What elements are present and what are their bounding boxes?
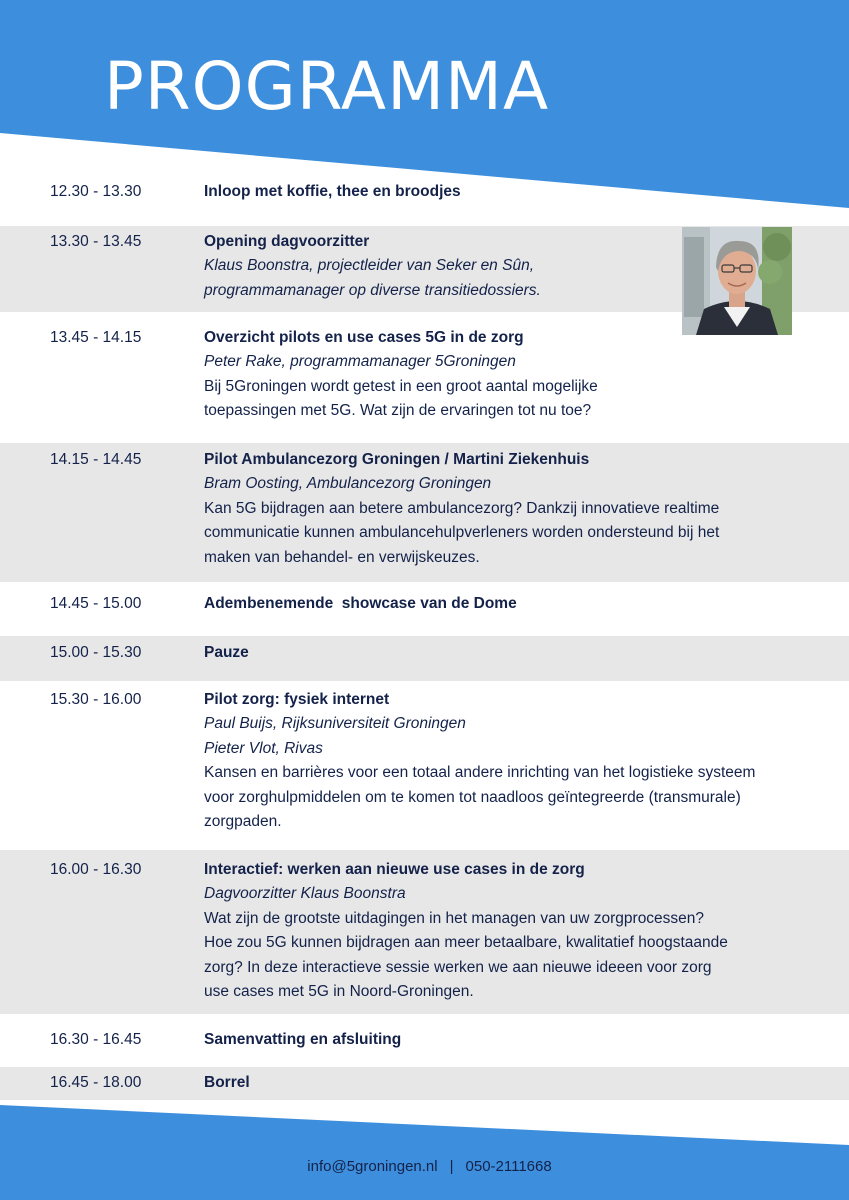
session-description: use cases met 5G in Noord-Groningen. bbox=[204, 983, 474, 1001]
time-slot: 16.30 - 16.45 bbox=[50, 1031, 142, 1048]
speaker-photo bbox=[682, 227, 792, 335]
session-title: Borrel bbox=[204, 1074, 250, 1091]
session-title: Overzicht pilots en use cases 5G in de zorg bbox=[204, 329, 524, 346]
schedule-row bbox=[0, 850, 849, 1014]
session-description: Bij 5Groningen wordt getest in een groot aantal mogelijke bbox=[204, 377, 598, 395]
session-content bbox=[204, 180, 804, 204]
time-slot: 13.30 - 13.45 bbox=[50, 233, 142, 250]
session-content bbox=[204, 326, 804, 424]
time-slot: 14.45 - 15.00 bbox=[50, 595, 142, 612]
time-slot: 16.45 - 18.00 bbox=[50, 1074, 142, 1091]
session-content bbox=[204, 448, 804, 570]
session-description: zorgpaden. bbox=[204, 813, 282, 831]
schedule-row bbox=[0, 443, 849, 582]
session-title: Interactief: werken aan nieuwe use cases in de zorg bbox=[204, 861, 585, 878]
time-slot: 16.00 - 16.30 bbox=[50, 861, 142, 878]
session-description: toepassingen met 5G. Wat zijn de ervaringen tot nu toe? bbox=[204, 402, 592, 420]
session-speaker: Peter Rake, programmamanager 5Groningen bbox=[204, 353, 516, 371]
session-title: Opening dagvoorzitter bbox=[204, 233, 370, 250]
schedule-row bbox=[0, 180, 849, 226]
session-description: zorg? In deze interactieve sessie werken we aan nieuwe ideeen voor zorg bbox=[204, 958, 712, 976]
session-content bbox=[204, 1071, 804, 1095]
session-description: maken van behandel- en verwijskeuzes. bbox=[204, 548, 480, 566]
schedule-row bbox=[0, 1067, 849, 1100]
contact-phone[interactable]: 050-2111668 bbox=[465, 1158, 552, 1175]
schedule-row bbox=[0, 636, 849, 681]
session-title: Adembenemende showcase van de Dome bbox=[204, 595, 517, 612]
session-content bbox=[204, 858, 804, 1004]
time-slot: 14.15 - 14.45 bbox=[50, 451, 142, 468]
schedule-row bbox=[0, 582, 849, 636]
contact-separator: | bbox=[449, 1158, 454, 1175]
session-description: Kansen en barrières voor een totaal andere inrichting van het logistieke systeem bbox=[204, 764, 756, 782]
session-content bbox=[204, 641, 804, 665]
session-description: Hoe zou 5G kunnen bijdragen aan meer betaalbare, kwalitatief hoogstaande bbox=[204, 934, 728, 952]
session-content bbox=[204, 592, 804, 616]
session-speaker: Pieter Vlot, Rivas bbox=[204, 739, 323, 757]
schedule-row bbox=[0, 681, 849, 850]
time-slot: 13.45 - 14.15 bbox=[50, 329, 142, 346]
session-title: Pilot zorg: fysiek internet bbox=[204, 691, 390, 708]
page-title: PROGRAMMA bbox=[104, 48, 550, 125]
session-speaker: Bram Oosting, Ambulancezorg Groningen bbox=[204, 475, 492, 493]
session-description: communicatie kunnen ambulancehulpverleners worden ondersteund bij het bbox=[204, 524, 720, 542]
session-description: voor zorghulpmiddelen om te komen tot naadloos geïntegreerde (transmurale) bbox=[204, 788, 741, 806]
session-title: Samenvatting en afsluiting bbox=[204, 1031, 402, 1048]
session-speaker: programmamanager op diverse transitiedossiers. bbox=[204, 281, 541, 299]
session-speaker: Klaus Boonstra, projectleider van Seker en Sûn, bbox=[204, 257, 534, 275]
schedule-row bbox=[0, 1014, 849, 1067]
session-title: Pauze bbox=[204, 644, 249, 661]
session-content bbox=[204, 688, 824, 834]
contact-email[interactable]: info@5groningen.nl bbox=[307, 1158, 438, 1175]
session-description: Wat zijn de grootste uitdagingen in het managen van uw zorgprocessen? bbox=[204, 909, 705, 927]
session-description: Kan 5G bijdragen aan betere ambulancezorg? Dankzij innovatieve realtime bbox=[204, 499, 720, 517]
time-slot: 15.00 - 15.30 bbox=[50, 644, 142, 661]
session-title: Inloop met koffie, thee en broodjes bbox=[204, 183, 461, 200]
session-title: Pilot Ambulancezorg Groningen / Martini Ziekenhuis bbox=[204, 451, 590, 468]
time-slot: 12.30 - 13.30 bbox=[50, 183, 142, 200]
footer-contact bbox=[0, 1158, 849, 1175]
speaker-portrait-image bbox=[682, 227, 792, 335]
footer-band bbox=[0, 1100, 849, 1200]
session-speaker: Paul Buijs, Rijksuniversiteit Groningen bbox=[204, 715, 466, 733]
session-content bbox=[204, 1028, 804, 1052]
time-slot: 15.30 - 16.00 bbox=[50, 691, 142, 708]
session-speaker: Dagvoorzitter Klaus Boonstra bbox=[204, 885, 406, 903]
